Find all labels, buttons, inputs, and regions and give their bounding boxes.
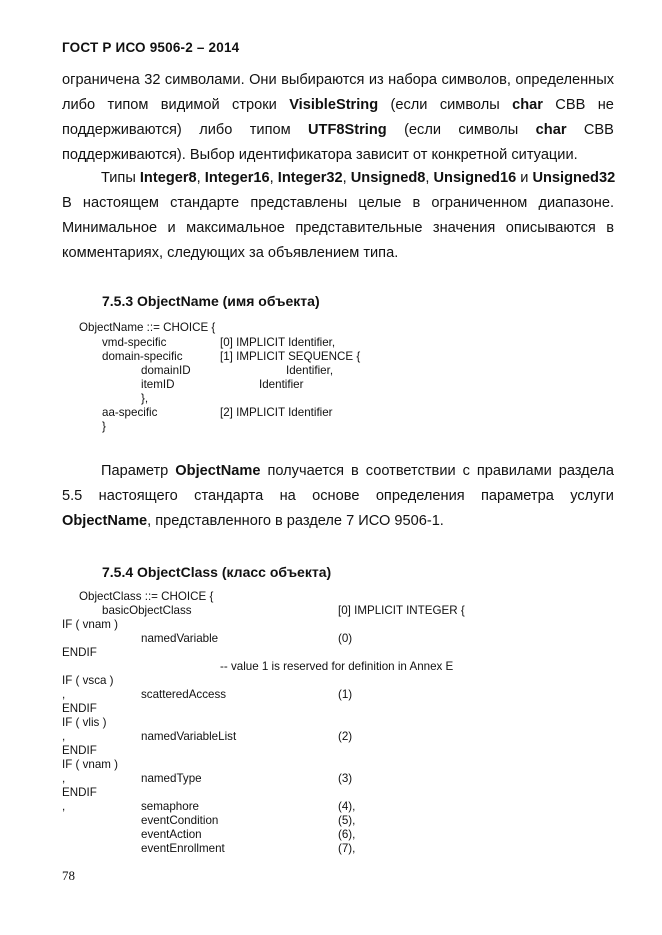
para3-line3: ObjectName, представленного в разделе 7 ИСО 9506-1. (62, 513, 444, 529)
paragraph-objectname (62, 459, 614, 534)
section-heading-7-5-3: 7.5.3 ObjectName (имя объекта) (102, 293, 320, 309)
paragraph-identifier-strings (62, 68, 614, 168)
term-utf8string: UTF8String (308, 122, 387, 138)
para1-line4: поддерживаются). Выбор идентификатора зависит от конкретной ситуации. (62, 147, 578, 163)
para2-line4: комментариях, следующих за объявлением типа. (62, 245, 399, 261)
term-char: char (535, 122, 567, 138)
code-block-objectname: ObjectName ::= CHOICE { vmd-specific [0] IMPLICIT Identifier, domain-specific [1] IMPLICIT SEQUENCE { domainID Identifier, itemID Identifier }, aa-specific [2] IMPLICIT Identifier } (79, 321, 361, 433)
paragraph-integer-types (62, 166, 614, 266)
code-block-objectclass: ObjectClass ::= CHOICE { basicObjectClass [0] IMPLICIT INTEGER { IF ( vnam ) namedVariable (0) ENDIF -- value 1 is reserved for definition in Annex E IF ( vsca ) , scatteredAccess (1) ENDIF IF ( vlis ) , namedVariableList (2) ENDIF IF ( vnam ) , namedType (3) ENDIF , semaphore (4), eventCondition (5), eventAction (6), eventEnrollment (7), (62, 590, 465, 855)
para2-line3: Минимальное и максимальное представительные значения описываются в (62, 220, 614, 236)
para2-line2: В настоящем стандарте представлены целые в ограниченном диапазоне. (62, 195, 614, 211)
para1-line3: поддерживаются) либо типом UTF8String (если символы char СВВ (62, 118, 614, 143)
para2-line1: Типы Integer8, Integer16, Integer32, Unsigned8, Unsigned16 и Unsigned32 (101, 170, 616, 186)
para3-line1: Параметр ObjectName получается в соответствии с правилами раздела (101, 463, 614, 479)
document-header: ГОСТ Р ИСО 9506-2 – 2014 (62, 40, 240, 55)
term-char: char (512, 97, 543, 113)
para1-line2: либо типом видимой строки VisibleString (если символы char СВВ не (62, 93, 614, 118)
section-heading-7-5-4: 7.5.4 ObjectClass (класс объекта) (102, 564, 332, 580)
para1-line1: ограничена 32 символами. Они выбираются из набора символов, определенных (62, 72, 614, 88)
page-number: 78 (62, 868, 75, 883)
para3-line2: 5.5 настоящего стандарта на основе определения параметра услуги (62, 488, 614, 504)
term-visiblestring: VisibleString (289, 97, 379, 113)
